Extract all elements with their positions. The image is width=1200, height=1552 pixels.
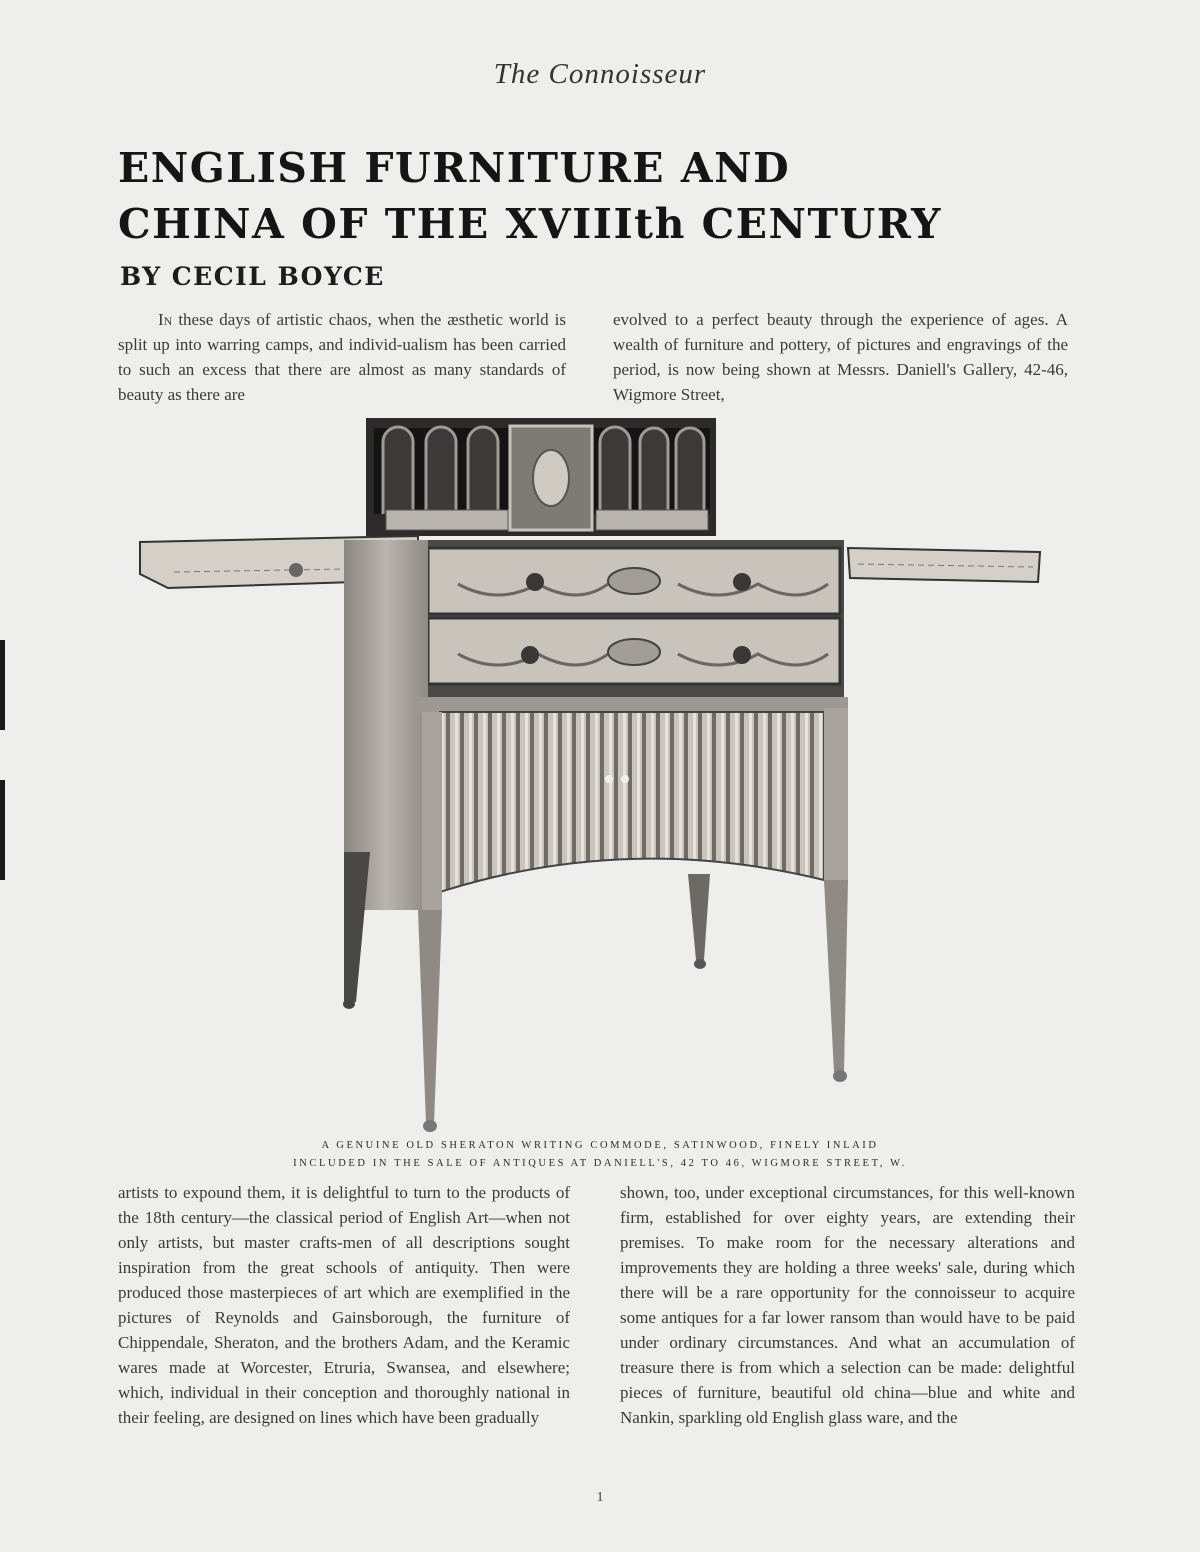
caption-line-2: INCLUDED IN THE SALE OF ANTIQUES AT DANIELL'S, 42 TO 46, WIGMORE STREET, W. bbox=[293, 1158, 907, 1169]
paragraph bbox=[118, 307, 566, 407]
column-top-left bbox=[118, 307, 566, 407]
title-line-2: CHINA OF THE XVIIIth CENTURY bbox=[118, 200, 942, 248]
column-bottom-left bbox=[118, 1180, 570, 1430]
caption-line-1: A GENUINE OLD SHERATON WRITING COMMODE, SATINWOOD, FINELY INLAID bbox=[321, 1140, 879, 1151]
title-line-1: ENGLISH FURNITURE AND bbox=[118, 144, 791, 192]
writing-commode-illustration bbox=[138, 412, 1048, 1137]
page-number: 1 bbox=[596, 1490, 604, 1505]
scan-edge-mark bbox=[0, 780, 5, 880]
scan-edge-mark bbox=[0, 640, 5, 730]
paragraph-text: shown, too, under exceptional circumstances, for this well-known firm, established for over eighty years, are extending their premises. To make room for the necessary alterations and improvements they are holding a three weeks' sale, during which there will be a rare opportunity for the connoisseur to acquire some antiques for a far lower ransom than would have to be paid under ordinary circumstances. And what an accumulation of treasure there is from which a selection can be made: delightful pieces of furniture, beautiful old china—blue and white and Nankin, sparkling old English glass ware, and the bbox=[620, 1183, 1075, 1427]
paragraph-text: these days of artistic chaos, when the æsthetic world is split up into warring camps, and individ-ualism has been carried to such an excess that there are almost as many standards of beauty as there are bbox=[118, 310, 567, 404]
paragraph-text: artists to expound them, it is delightful to turn to the products of the 18th century—the classical period of English Art—when not only artists, but master crafts-men of all descriptions sought inspiration from the great schools of antiquity. Then were produced those masterpieces of art which are exemplified in the pictures of Reynolds and Gainsborough, the furniture of Chippendale, Sheraton, and the brothers Adam, and the Keramic wares made at Worcester, Etruria, Swansea, and elsewhere; which, individual in their conception and thoroughly national in their feeling, are designed on lines which have been gradually bbox=[118, 1183, 570, 1427]
drop-word: In bbox=[158, 310, 173, 329]
paragraph-text: evolved to a perfect beauty through the experience of ages. A wealth of furniture and pottery, of pictures and engravings of the period, is now being shown at Messrs. Daniell's Gallery, 42-46, Wigmore Street, bbox=[613, 310, 1068, 404]
byline: BY CECIL BOYCE bbox=[120, 262, 385, 291]
article-title bbox=[118, 140, 1078, 252]
figure-caption bbox=[0, 1137, 1200, 1173]
commode-body bbox=[344, 540, 848, 912]
column-bottom-right bbox=[620, 1180, 1075, 1430]
running-head: The Connoisseur bbox=[493, 58, 707, 90]
column-top-right bbox=[613, 307, 1068, 407]
pigeonhole-cabinet bbox=[366, 418, 716, 536]
